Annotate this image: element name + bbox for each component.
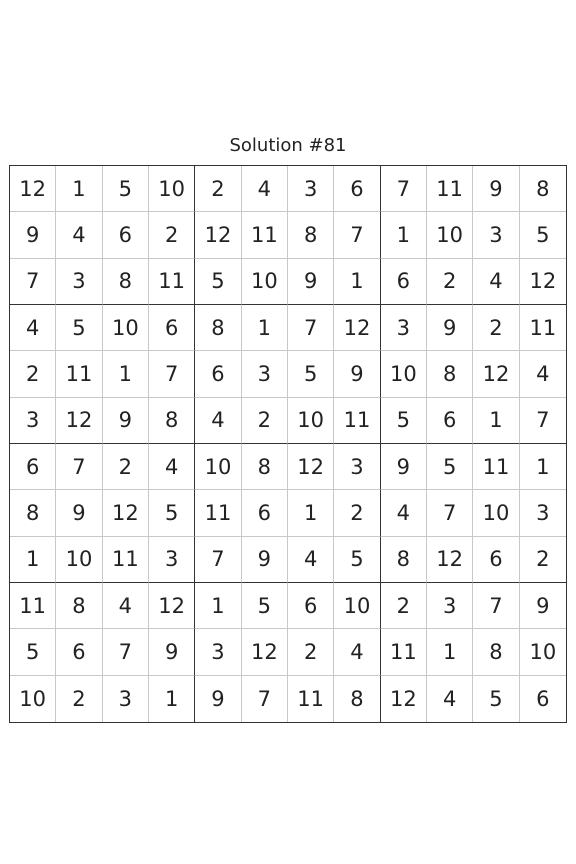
grid-cell: 7 — [149, 351, 195, 397]
grid-cell: 6 — [427, 398, 473, 444]
grid-cell: 9 — [10, 212, 56, 258]
grid-cell: 6 — [473, 537, 519, 583]
grid-cell: 7 — [334, 212, 380, 258]
grid-cell: 7 — [56, 444, 102, 490]
grid-cell: 6 — [334, 166, 380, 212]
grid-cell: 3 — [103, 676, 149, 722]
grid-cell: 6 — [103, 212, 149, 258]
grid-cell: 11 — [10, 583, 56, 629]
grid-cell: 1 — [56, 166, 102, 212]
grid-cell: 4 — [520, 351, 566, 397]
grid-cell: 6 — [288, 583, 334, 629]
grid-cell: 7 — [10, 259, 56, 305]
grid-cell: 7 — [195, 537, 241, 583]
grid-cell: 12 — [242, 629, 288, 675]
grid-cell: 12 — [149, 583, 195, 629]
grid-cell: 7 — [473, 583, 519, 629]
grid-cell: 7 — [520, 398, 566, 444]
puzzle-title: Solution #81 — [229, 135, 347, 156]
grid-cell: 1 — [195, 583, 241, 629]
grid-cell: 11 — [288, 676, 334, 722]
grid-cell: 4 — [56, 212, 102, 258]
grid-cell: 3 — [473, 212, 519, 258]
grid-cell: 2 — [10, 351, 56, 397]
grid-cell: 9 — [103, 398, 149, 444]
grid-cell: 9 — [520, 583, 566, 629]
grid-cell: 8 — [10, 490, 56, 536]
grid-cell: 2 — [195, 166, 241, 212]
grid-cell: 8 — [473, 629, 519, 675]
grid-cell: 9 — [381, 444, 427, 490]
grid-cell: 4 — [10, 305, 56, 351]
grid-cell: 3 — [10, 398, 56, 444]
grid-cell: 11 — [473, 444, 519, 490]
grid-cell: 3 — [149, 537, 195, 583]
grid-cell: 4 — [103, 583, 149, 629]
grid-cell: 3 — [427, 583, 473, 629]
grid-cell: 6 — [149, 305, 195, 351]
grid-cell: 7 — [381, 166, 427, 212]
sudoku-board — [9, 165, 567, 723]
grid-cell: 10 — [149, 166, 195, 212]
grid-cell: 5 — [103, 166, 149, 212]
grid-cell: 9 — [56, 490, 102, 536]
grid-cell: 10 — [288, 398, 334, 444]
grid-cell: 12 — [381, 676, 427, 722]
grid-cell: 1 — [334, 259, 380, 305]
grid-cell: 8 — [242, 444, 288, 490]
grid-cell: 4 — [334, 629, 380, 675]
grid-cell: 4 — [195, 398, 241, 444]
grid-cell: 5 — [334, 537, 380, 583]
grid-cell: 5 — [10, 629, 56, 675]
grid-cell: 11 — [56, 351, 102, 397]
grid-cell: 11 — [427, 166, 473, 212]
grid-cell: 11 — [103, 537, 149, 583]
grid-cell: 7 — [103, 629, 149, 675]
grid-cell: 12 — [473, 351, 519, 397]
grid-cell: 5 — [473, 676, 519, 722]
grid-cell: 10 — [473, 490, 519, 536]
grid-cell: 12 — [10, 166, 56, 212]
grid-cell: 4 — [288, 537, 334, 583]
grid-cell: 12 — [427, 537, 473, 583]
grid-cell: 5 — [288, 351, 334, 397]
grid-cell: 2 — [149, 212, 195, 258]
grid-cell: 8 — [520, 166, 566, 212]
grid-cell: 9 — [334, 351, 380, 397]
grid-cell: 8 — [103, 259, 149, 305]
grid-cell: 2 — [56, 676, 102, 722]
grid-cell: 3 — [334, 444, 380, 490]
grid-cell: 10 — [334, 583, 380, 629]
grid-cell: 8 — [427, 351, 473, 397]
grid-cell: 6 — [536, 686, 550, 711]
grid-cell: 10 — [427, 212, 473, 258]
grid-cell: 9 — [288, 259, 334, 305]
grid-cell: 7 — [427, 490, 473, 536]
grid-cell: 10 — [56, 537, 102, 583]
grid-cell: 3 — [520, 490, 566, 536]
grid-cell: 12 — [288, 444, 334, 490]
grid-cell: 6 — [242, 490, 288, 536]
grid-cell: 8 — [288, 212, 334, 258]
grid-cell: 2 — [381, 583, 427, 629]
grid-cell: 8 — [334, 676, 380, 722]
grid-cell: 3 — [381, 305, 427, 351]
grid-cell: 9 — [427, 305, 473, 351]
grid-cell: 8 — [195, 305, 241, 351]
grid-cell: 11 — [242, 212, 288, 258]
grid-cell: 10 — [10, 676, 56, 722]
grid-cell: 2 — [288, 629, 334, 675]
grid-cell: 10 — [520, 629, 566, 675]
grid-cell: 6 — [56, 629, 102, 675]
grid-cell: 1 — [103, 351, 149, 397]
grid-cell: 2 — [427, 259, 473, 305]
grid-cell: 4 — [149, 444, 195, 490]
grid-cell: 3 — [242, 351, 288, 397]
grid-cell: 1 — [520, 444, 566, 490]
grid-cell: 5 — [520, 212, 566, 258]
grid-cell: 5 — [242, 583, 288, 629]
grid-cell: 2 — [334, 490, 380, 536]
grid-cell: 11 — [334, 398, 380, 444]
grid-cell: 7 — [288, 305, 334, 351]
grid-cell: 5 — [195, 259, 241, 305]
grid-cell: 5 — [149, 490, 195, 536]
grid-cell: 10 — [195, 444, 241, 490]
grid-cell: 5 — [381, 398, 427, 444]
grid-cell: 11 — [520, 305, 566, 351]
grid-cell: 12 — [334, 305, 380, 351]
grid-cell: 1 — [473, 398, 519, 444]
grid-cell: 9 — [195, 676, 241, 722]
grid-cell: 8 — [56, 583, 102, 629]
grid-cell: 9 — [149, 629, 195, 675]
grid-cell: 10 — [242, 259, 288, 305]
grid-cell: 4 — [381, 490, 427, 536]
grid-cell: 10 — [381, 351, 427, 397]
grid-cell: 9 — [242, 537, 288, 583]
grid-cell: 4 — [473, 259, 519, 305]
grid-cell: 1 — [242, 305, 288, 351]
grid-cell: 1 — [381, 212, 427, 258]
grid-cell: 8 — [381, 537, 427, 583]
grid-cell: 5 — [427, 444, 473, 490]
grid-cell: 4 — [427, 676, 473, 722]
grid-cell: 6 — [195, 351, 241, 397]
grid-cell: 2 — [242, 398, 288, 444]
grid-cell: 1 — [10, 537, 56, 583]
grid-cell: 11 — [149, 259, 195, 305]
grid-cell: 9 — [473, 166, 519, 212]
grid-cell: 1 — [288, 490, 334, 536]
grid-cell: 2 — [520, 537, 566, 583]
grid-cell: 12 — [195, 212, 241, 258]
grid-cell: 11 — [381, 629, 427, 675]
grid-cell: 6 — [381, 259, 427, 305]
grid-cell: 11 — [195, 490, 241, 536]
grid-cell: 3 — [56, 259, 102, 305]
grid-cell: 5 — [56, 305, 102, 351]
grid-cell: 1 — [149, 676, 195, 722]
grid-cell: 12 — [520, 259, 566, 305]
grid-cell: 6 — [10, 444, 56, 490]
grid-cell: 3 — [288, 166, 334, 212]
grid-cell: 3 — [195, 629, 241, 675]
grid-cell: 1 — [427, 629, 473, 675]
grid-cell: 8 — [149, 398, 195, 444]
grid-cell: 4 — [242, 166, 288, 212]
grid-cell: 2 — [473, 305, 519, 351]
grid-cell: 12 — [56, 398, 102, 444]
grid-cell: 7 — [242, 676, 288, 722]
grid-cell: 10 — [103, 305, 149, 351]
grid-cell: 12 — [103, 490, 149, 536]
grid-cell: 2 — [103, 444, 149, 490]
